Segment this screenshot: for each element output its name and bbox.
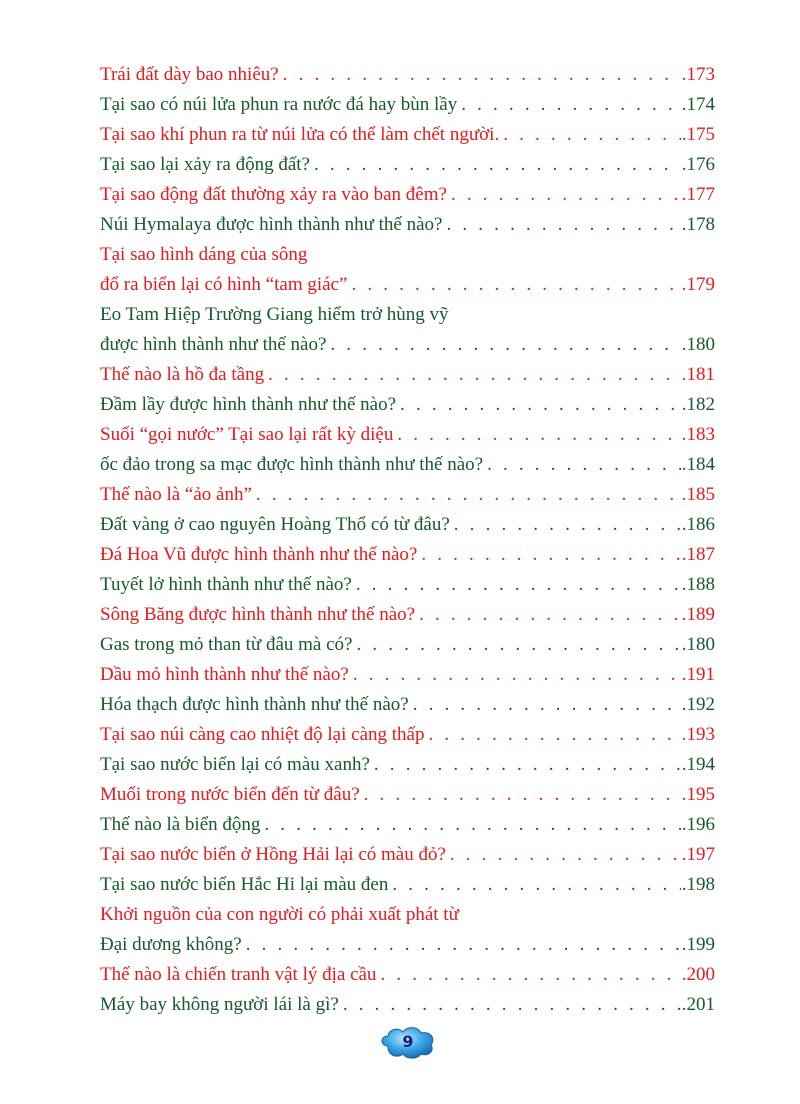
toc-entry (100, 930, 715, 960)
page-number-badge (378, 1024, 438, 1060)
toc-entry-title: Tại sao nước biển lại có màu xanh? (100, 754, 370, 775)
toc-entry-title: Đất vàng ở cao nguyên Hoàng Thổ có từ đâu? (100, 514, 450, 535)
toc-entry-page: .182 (681, 394, 715, 415)
toc-entry-page: .174 (681, 94, 715, 115)
toc-entry (100, 810, 715, 840)
toc-entry-page: .180 (681, 334, 715, 355)
toc-entry-page: .186 (681, 514, 715, 535)
toc-entry-title: Thế nào là biển động (100, 814, 261, 835)
toc-entry-page: .191 (681, 664, 715, 685)
toc-entry-title: Sông Băng được hình thành như thế nào? (100, 604, 416, 625)
toc-entry-title: Thế nào là chiến tranh vật lý địa cầu (100, 964, 377, 985)
toc-entry-title: Tuyết lở hình thành như thế nào? (100, 574, 352, 595)
toc-entry-title: đổ ra biển lại có hình “tam giác” (100, 274, 348, 295)
toc-entry-page: .198 (681, 874, 715, 895)
toc-dot-leader (454, 510, 681, 540)
table-of-contents (100, 60, 715, 1020)
toc-entry-title: Tại sao khí phun ra từ núi lửa có thể làm chết người. (100, 124, 500, 145)
toc-entry-page: .193 (681, 724, 715, 745)
toc-entry (100, 120, 715, 150)
toc-entry (100, 660, 715, 690)
toc-entry (100, 690, 715, 720)
toc-entry-page: .194 (681, 754, 715, 775)
toc-entry-title: Muối trong nước biển đến từ đâu? (100, 784, 360, 805)
toc-entry (100, 450, 715, 480)
toc-dot-leader (451, 180, 681, 210)
toc-dot-leader (421, 540, 680, 570)
toc-entry-page: .197 (681, 844, 715, 865)
toc-entry-title: Dầu mỏ hình thành như thế nào? (100, 664, 349, 685)
toc-entry-title: được hình thành như thế nào? (100, 334, 327, 355)
toc-entry-page: .185 (681, 484, 715, 505)
toc-dot-leader (343, 990, 681, 1020)
toc-entry (100, 180, 715, 210)
toc-entry (100, 900, 715, 930)
toc-entry-page: .201 (681, 994, 715, 1015)
toc-entry-page: .180 (681, 634, 715, 655)
toc-entry-title: Hóa thạch được hình thành như thế nào? (100, 694, 409, 715)
toc-dot-leader (268, 360, 681, 390)
toc-entry-page: .184 (681, 454, 715, 475)
toc-entry-page: .176 (681, 154, 715, 175)
toc-dot-leader (461, 90, 681, 120)
toc-entry (100, 330, 715, 360)
toc-dot-leader (283, 60, 681, 90)
toc-entry-title: Tại sao động đất thường xảy ra vào ban đêm? (100, 184, 447, 205)
toc-entry (100, 990, 715, 1020)
toc-dot-leader (380, 960, 680, 990)
toc-dot-leader (330, 330, 680, 360)
toc-entry-title: Tại sao núi càng cao nhiệt độ lại càng thấp (100, 724, 425, 745)
toc-entry (100, 90, 715, 120)
toc-entry-title: Tại sao lại xảy ra động đất? (100, 154, 310, 175)
toc-entry (100, 60, 715, 90)
toc-entry (100, 630, 715, 660)
toc-dot-leader (397, 420, 680, 450)
toc-entry-title: Thế nào là hồ đa tầng (100, 364, 265, 385)
toc-entry-page: .189 (681, 604, 715, 625)
toc-entry (100, 360, 715, 390)
toc-entry (100, 210, 715, 240)
toc-entry-page: .199 (681, 934, 715, 955)
toc-entry (100, 420, 715, 450)
toc-entry-title: Eo Tam Hiệp Trường Giang hiểm trở hùng vỹ (100, 304, 449, 325)
toc-dot-leader (364, 780, 681, 810)
toc-entry-page: .196 (681, 814, 715, 835)
toc-entry-title: Máy bay không người lái là gì? (100, 994, 339, 1015)
toc-entry-title: Tại sao nước biển Hắc Hi lại màu đen (100, 874, 389, 895)
toc-entry-page: .179 (681, 274, 715, 295)
toc-entry-page: .187 (681, 544, 715, 565)
toc-entry (100, 870, 715, 900)
toc-dot-leader (351, 270, 680, 300)
toc-entry-title: Núi Hymalaya được hình thành như thế nào? (100, 214, 443, 235)
toc-entry (100, 840, 715, 870)
toc-entry (100, 540, 715, 570)
toc-entry (100, 720, 715, 750)
toc-entry-page: .200 (681, 964, 715, 985)
toc-dot-leader (356, 630, 680, 660)
toc-entry-title: Khởi nguồn của con người có phải xuất phát từ (100, 904, 459, 925)
toc-entry-title: Đá Hoa Vũ được hình thành như thế nào? (100, 544, 418, 565)
toc-dot-leader (419, 600, 681, 630)
toc-entry-title: Tại sao có núi lửa phun ra nước đá hay bùn lầy (100, 94, 458, 115)
toc-entry-title: Tại sao hình dáng của sông (100, 244, 308, 265)
toc-dot-leader (428, 720, 680, 750)
toc-dot-leader (264, 810, 680, 840)
toc-dot-leader (487, 450, 681, 480)
toc-entry (100, 510, 715, 540)
toc-entry-page: .192 (681, 694, 715, 715)
toc-dot-leader (256, 480, 681, 510)
toc-entry-title: ốc đảo trong sa mạc được hình thành như thế nào? (100, 454, 484, 475)
toc-entry (100, 270, 715, 300)
toc-dot-leader (392, 870, 680, 900)
toc-entry (100, 570, 715, 600)
toc-entry-page: .188 (681, 574, 715, 595)
page-number: 9 (402, 1032, 414, 1051)
toc-entry (100, 780, 715, 810)
toc-entry-page: .181 (681, 364, 715, 385)
toc-entry-title: Tại sao nước biển ở Hồng Hải lại có màu đỏ? (100, 844, 446, 865)
toc-entry (100, 300, 715, 330)
toc-entry (100, 600, 715, 630)
toc-dot-leader (356, 570, 681, 600)
toc-entry-title: Thế nào là “ảo ảnh” (100, 484, 252, 505)
toc-dot-leader (314, 150, 681, 180)
toc-entry (100, 480, 715, 510)
toc-entry-page: .178 (681, 214, 715, 235)
toc-dot-leader (413, 690, 681, 720)
toc-entry-page: .177 (681, 184, 715, 205)
toc-dot-leader (246, 930, 681, 960)
toc-entry (100, 390, 715, 420)
toc-entry-title: Trái đất dày bao nhiêu? (100, 64, 279, 85)
toc-entry-title: Đầm lầy được hình thành như thế nào? (100, 394, 397, 415)
toc-entry (100, 960, 715, 990)
toc-dot-leader (400, 390, 681, 420)
toc-entry-title: Gas trong mỏ than từ đâu mà có? (100, 634, 353, 655)
toc-dot-leader (450, 840, 681, 870)
toc-entry-page: .173 (681, 64, 715, 85)
toc-dot-leader (446, 210, 680, 240)
toc-entry-page: .175 (681, 124, 715, 145)
toc-entry-title: Suối “gọi nước” Tại sao lại rất kỳ diệu (100, 424, 394, 445)
toc-dot-leader (503, 120, 681, 150)
toc-entry-page: .183 (681, 424, 715, 445)
toc-dot-leader (353, 660, 681, 690)
toc-entry (100, 150, 715, 180)
toc-entry-page: .195 (681, 784, 715, 805)
toc-dot-leader (374, 750, 681, 780)
toc-entry-title: Đại dương không? (100, 934, 242, 955)
toc-entry (100, 750, 715, 780)
toc-entry (100, 240, 715, 270)
